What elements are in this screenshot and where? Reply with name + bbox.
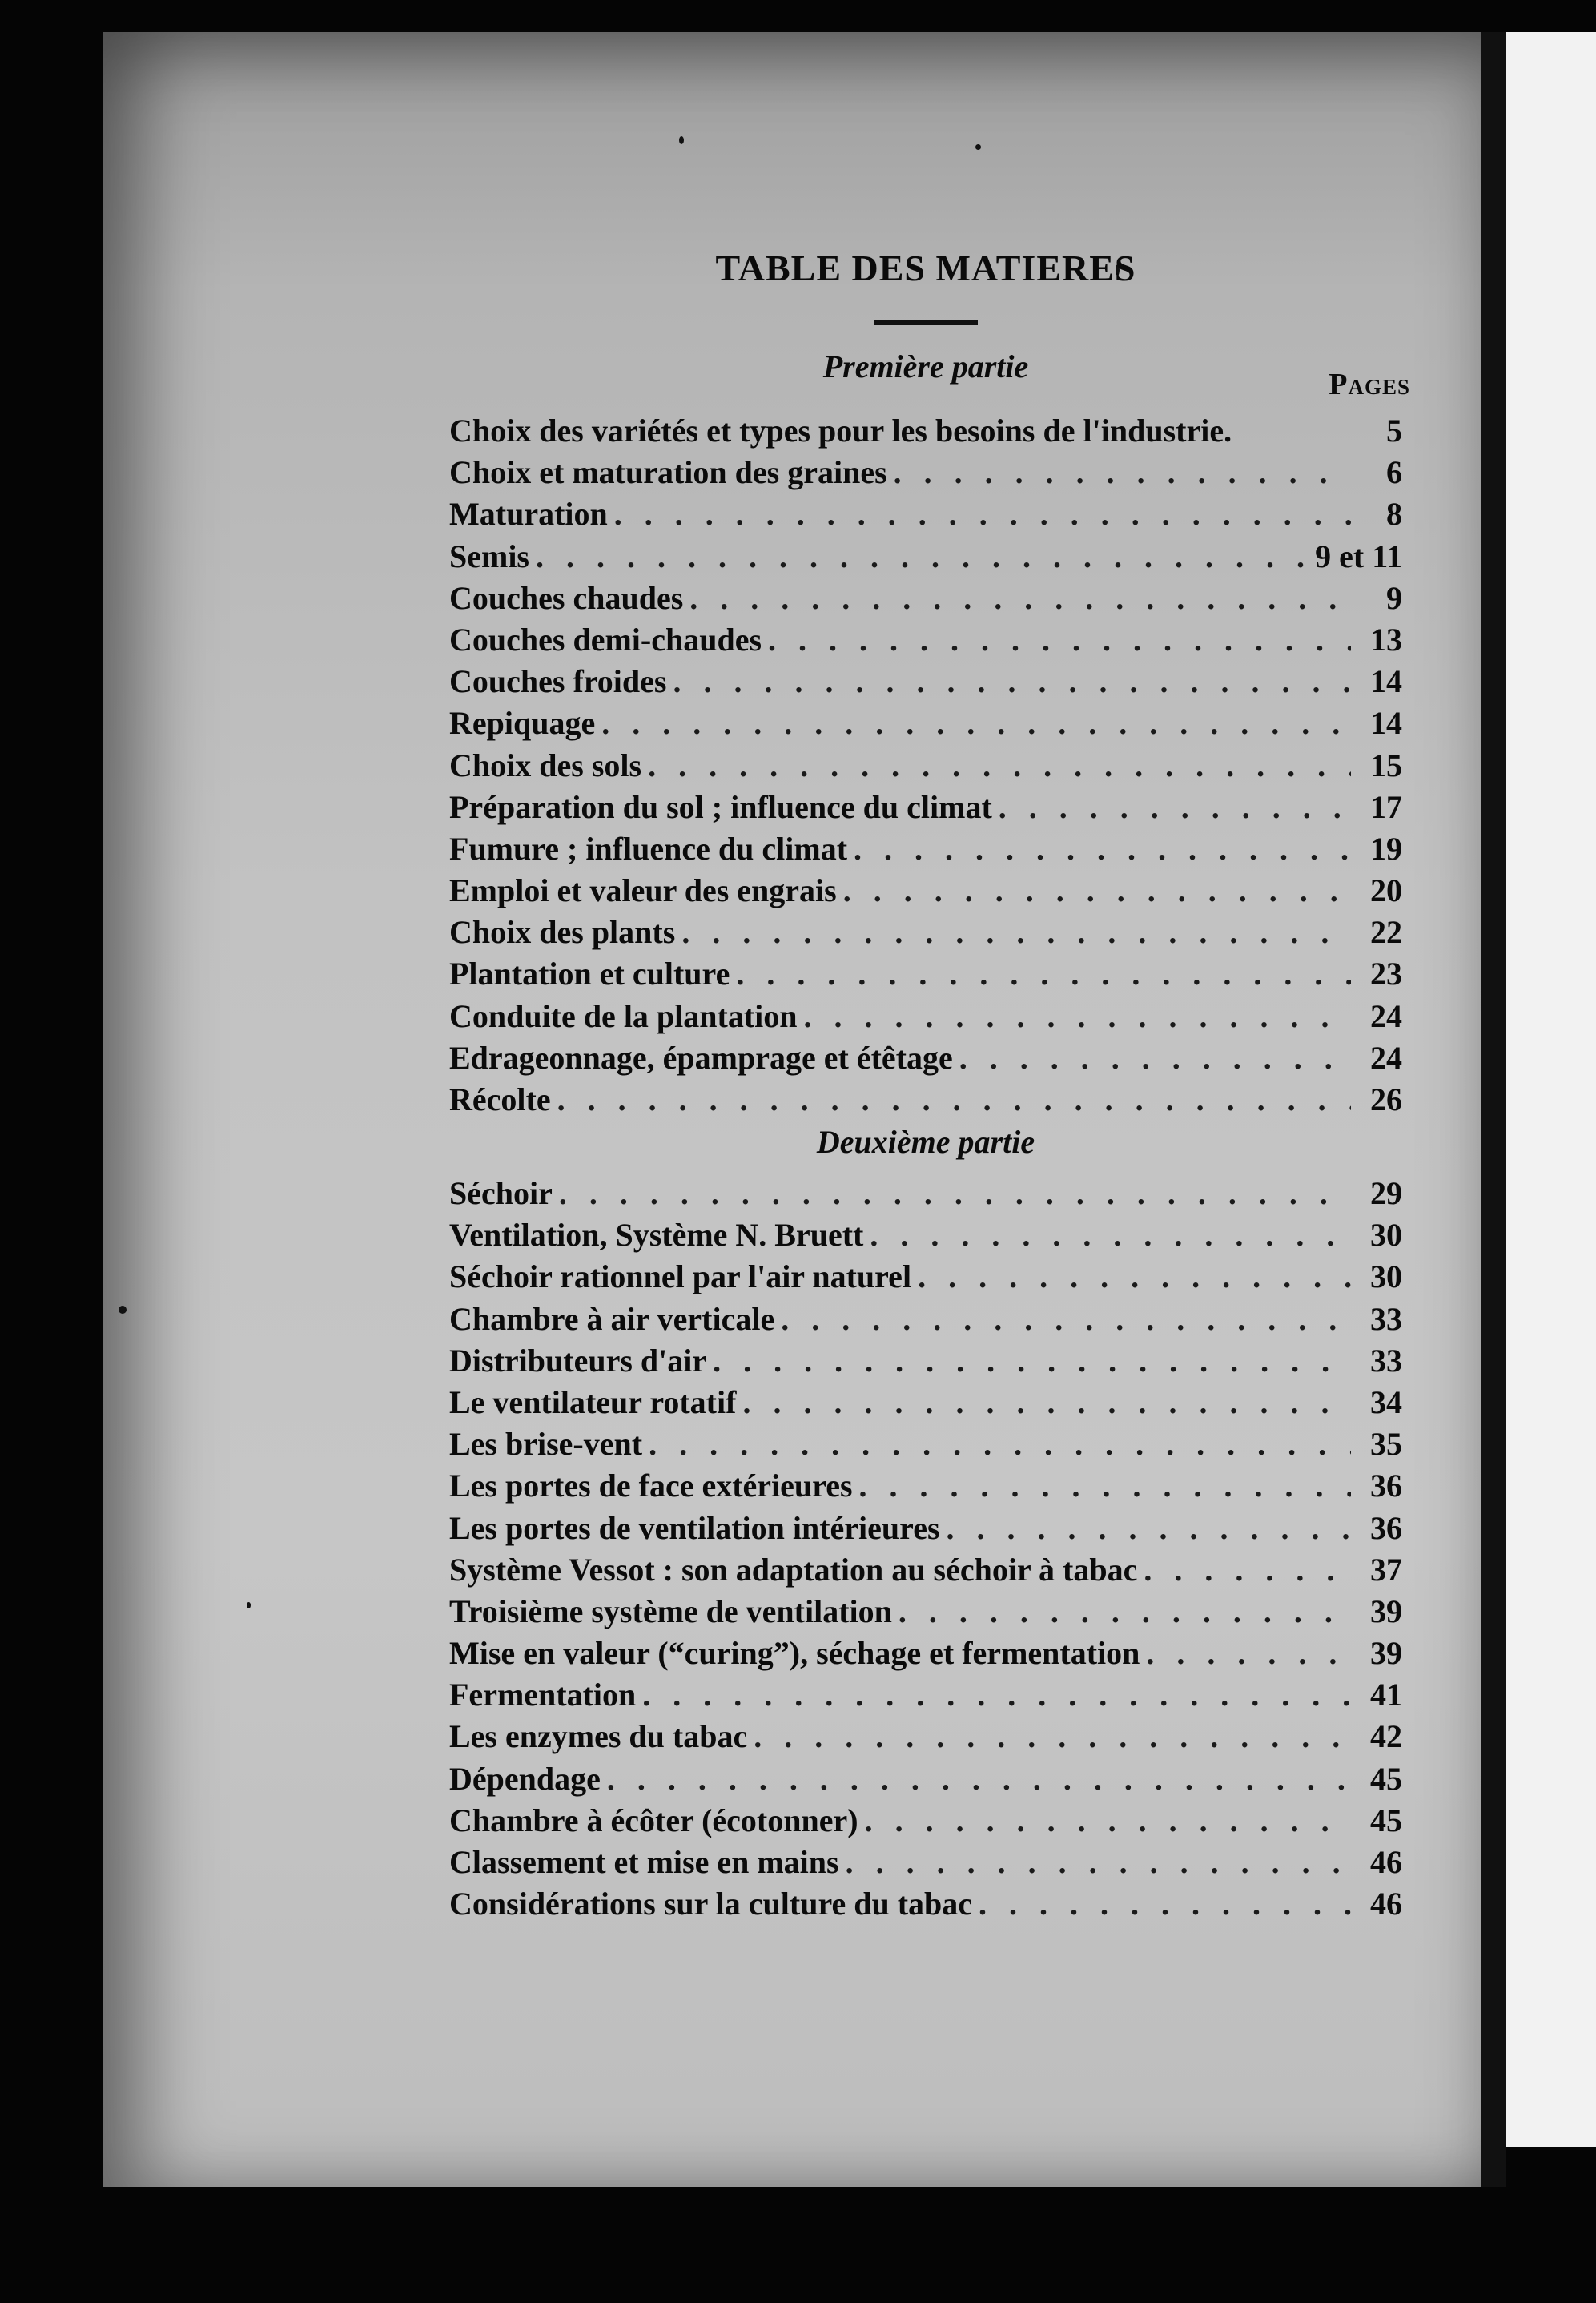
dot-leader — [648, 745, 1351, 787]
toc-entry — [449, 996, 1402, 1037]
entry-page: 46 — [1370, 1886, 1402, 1923]
dot-leader — [642, 1674, 1351, 1716]
entry-page: 41 — [1370, 1677, 1402, 1713]
toc-entry — [449, 787, 1402, 828]
dot-leader — [854, 828, 1351, 870]
entry-title: Le ventilateur rotatif — [449, 1383, 737, 1420]
toc-entry — [449, 1465, 1402, 1507]
entry-page: 22 — [1370, 914, 1402, 951]
dot-leader — [843, 870, 1351, 912]
entry-title: Conduite de la plantation — [449, 997, 798, 1034]
entry-title: Séchoir rationnel par l'air naturel — [449, 1258, 912, 1295]
book-spine-shadow — [1481, 32, 1506, 2187]
toc-entry — [449, 1591, 1402, 1633]
dot-leader — [536, 536, 1309, 578]
entry-page: 14 — [1370, 663, 1402, 700]
entry-title: Couches froides — [449, 663, 667, 700]
entry-title: Plantation et culture — [449, 956, 730, 992]
entry-title: Les enzymes du tabac — [449, 1718, 748, 1755]
entry-page: 33 — [1370, 1300, 1402, 1337]
entry-page: 26 — [1370, 1081, 1402, 1117]
dot-leader — [557, 1079, 1351, 1121]
speck-mark — [119, 1306, 127, 1314]
toc-title: TABLE DES MATIERES — [715, 248, 1136, 288]
entry-title: Distributeurs d'air — [449, 1342, 707, 1379]
toc-entry — [449, 1674, 1402, 1716]
dot-leader — [754, 1716, 1351, 1757]
entry-page: 19 — [1370, 830, 1402, 867]
entry-title: Couches demi-chaudes — [449, 621, 762, 658]
speck-mark — [975, 144, 981, 150]
toc-entry — [449, 870, 1402, 912]
toc-entry — [449, 1298, 1402, 1340]
entry-page: 30 — [1370, 1258, 1402, 1295]
title-rule — [874, 320, 978, 325]
entry-page: 34 — [1370, 1383, 1402, 1420]
dot-leader — [1146, 1633, 1351, 1674]
toc-entry — [449, 1423, 1402, 1465]
entry-title: Séchoir — [449, 1175, 553, 1211]
entry-title: Récolte — [449, 1081, 551, 1117]
entry-title: Les portes de face extérieures — [449, 1468, 853, 1504]
entry-page: 5 — [1386, 413, 1402, 449]
toc-entry — [449, 619, 1402, 661]
entry-title: Considérations sur la culture du tabac — [449, 1886, 973, 1923]
toc-entry — [449, 1173, 1402, 1214]
toc-entry — [449, 1214, 1402, 1256]
entry-title: Semis — [449, 538, 529, 574]
entry-title: Couches chaudes — [449, 579, 684, 616]
entry-title: Mise en valeur (“curing”), séchage et fermentation — [449, 1635, 1140, 1672]
dot-leader — [689, 578, 1351, 619]
dot-leader — [559, 1173, 1351, 1214]
toc-entry — [449, 1716, 1402, 1757]
toc-entry — [449, 1883, 1402, 1925]
entry-page: 45 — [1370, 1760, 1402, 1797]
toc-entry — [449, 1508, 1402, 1549]
dot-leader — [979, 1883, 1351, 1925]
toc-entry — [449, 493, 1402, 535]
dot-leader — [899, 1591, 1351, 1633]
dot-leader — [713, 1340, 1351, 1382]
entry-title: Emploi et valeur des engrais — [449, 872, 837, 909]
entry-title: Classement et mise en mains — [449, 1844, 839, 1880]
toc-entry — [449, 745, 1402, 787]
dot-leader — [673, 661, 1351, 703]
toc-entry — [449, 953, 1402, 995]
entry-page: 24 — [1370, 1039, 1402, 1076]
entry-page: 13 — [1370, 621, 1402, 658]
entry-title: Choix des plants — [449, 914, 676, 951]
dot-leader — [768, 619, 1351, 661]
entry-title: Dépendage — [449, 1760, 601, 1797]
toc-list-part-2 — [449, 1173, 1402, 1925]
entry-page: 14 — [1370, 705, 1402, 742]
entry-page: 37 — [1370, 1551, 1402, 1588]
facing-page-edge — [1506, 32, 1596, 2147]
entry-page: 9 — [1386, 579, 1402, 616]
dot-leader — [804, 996, 1351, 1037]
dot-leader — [614, 493, 1351, 535]
entry-page: 29 — [1370, 1175, 1402, 1211]
dot-leader — [870, 1214, 1351, 1256]
dot-leader — [742, 1382, 1351, 1423]
dot-leader — [865, 1800, 1351, 1842]
entry-page: 46 — [1370, 1844, 1402, 1880]
entry-title: Système Vessot : son adaptation au séchoir à tabac — [449, 1551, 1138, 1588]
toc-entry — [449, 536, 1402, 578]
toc-entry — [449, 1758, 1402, 1800]
toc-entry — [449, 912, 1402, 953]
entry-page: 23 — [1370, 956, 1402, 992]
dot-leader — [607, 1758, 1351, 1800]
entry-title: Fumure ; influence du climat — [449, 830, 848, 867]
entry-title: Choix et maturation des graines — [449, 454, 887, 491]
entry-title: Edrageonnage, épamprage et étêtage — [449, 1039, 953, 1076]
entry-title: Maturation — [449, 496, 608, 533]
entry-page: 6 — [1386, 454, 1402, 491]
toc-entry — [449, 578, 1402, 619]
toc-entry — [449, 452, 1402, 493]
toc-entry — [449, 1549, 1402, 1591]
part-heading-1: Première partie — [822, 348, 1029, 385]
dot-leader — [918, 1256, 1351, 1298]
scanned-page — [103, 32, 1481, 2187]
entry-page: 39 — [1370, 1592, 1402, 1629]
dot-leader — [601, 703, 1351, 744]
entry-title: Fermentation — [449, 1677, 637, 1713]
entry-title: Ventilation, Système N. Bruett — [449, 1217, 864, 1254]
entry-title: Troisième système de ventilation — [449, 1592, 892, 1629]
entry-page: 9 et 11 — [1315, 538, 1402, 574]
entry-title: Les portes de ventilation intérieures — [449, 1509, 940, 1546]
entry-page: 30 — [1370, 1217, 1402, 1254]
entry-page: 24 — [1370, 997, 1402, 1034]
part-heading-2: Deuxième partie — [816, 1124, 1035, 1160]
toc-entry — [449, 1079, 1402, 1121]
dot-leader — [649, 1423, 1351, 1465]
toc-entry — [449, 1800, 1402, 1842]
dot-leader — [681, 912, 1351, 953]
toc-entry — [449, 1340, 1402, 1382]
toc-entry — [449, 1382, 1402, 1423]
entry-title: Préparation du sol ; influence du climat — [449, 788, 992, 825]
entry-title: Chambre à air verticale — [449, 1300, 775, 1337]
entry-title: Choix des sols — [449, 747, 642, 783]
entry-page: 20 — [1370, 872, 1402, 909]
entry-page: 15 — [1370, 747, 1402, 783]
entry-title: Les brise-vent — [449, 1426, 643, 1463]
entry-page: 42 — [1370, 1718, 1402, 1755]
toc-entry — [449, 828, 1402, 870]
speck-mark — [247, 1602, 251, 1608]
dot-leader — [1144, 1549, 1351, 1591]
dot-leader — [999, 787, 1351, 828]
entry-page: 17 — [1370, 788, 1402, 825]
toc-entry — [449, 410, 1402, 452]
entry-page: 35 — [1370, 1426, 1402, 1463]
dot-leader — [959, 1037, 1351, 1079]
dot-leader — [846, 1842, 1351, 1883]
pages-column-header: Pages — [1329, 368, 1410, 401]
dot-leader — [736, 953, 1351, 995]
dot-leader — [894, 452, 1351, 493]
entry-page: 39 — [1370, 1635, 1402, 1672]
entry-title: Chambre à écôter (écotonner) — [449, 1802, 858, 1838]
toc-list-part-1 — [449, 410, 1402, 1121]
toc-entry — [449, 703, 1402, 744]
entry-page: 36 — [1370, 1468, 1402, 1504]
entry-title: Choix des variétés et types pour les besoins de l'industrie. — [449, 413, 1232, 449]
dot-leader — [947, 1508, 1351, 1549]
entry-page: 36 — [1370, 1509, 1402, 1546]
dot-leader — [781, 1298, 1351, 1340]
entry-title: Repiquage — [449, 705, 596, 742]
toc-entry — [449, 1037, 1402, 1079]
toc-entry — [449, 1256, 1402, 1298]
toc-entry — [449, 661, 1402, 703]
dot-leader — [859, 1465, 1351, 1507]
toc-entry — [449, 1633, 1402, 1674]
entry-page: 45 — [1370, 1802, 1402, 1838]
speck-mark — [679, 136, 684, 144]
entry-page: 33 — [1370, 1342, 1402, 1379]
toc-entry — [449, 1842, 1402, 1883]
entry-page: 8 — [1386, 496, 1402, 533]
